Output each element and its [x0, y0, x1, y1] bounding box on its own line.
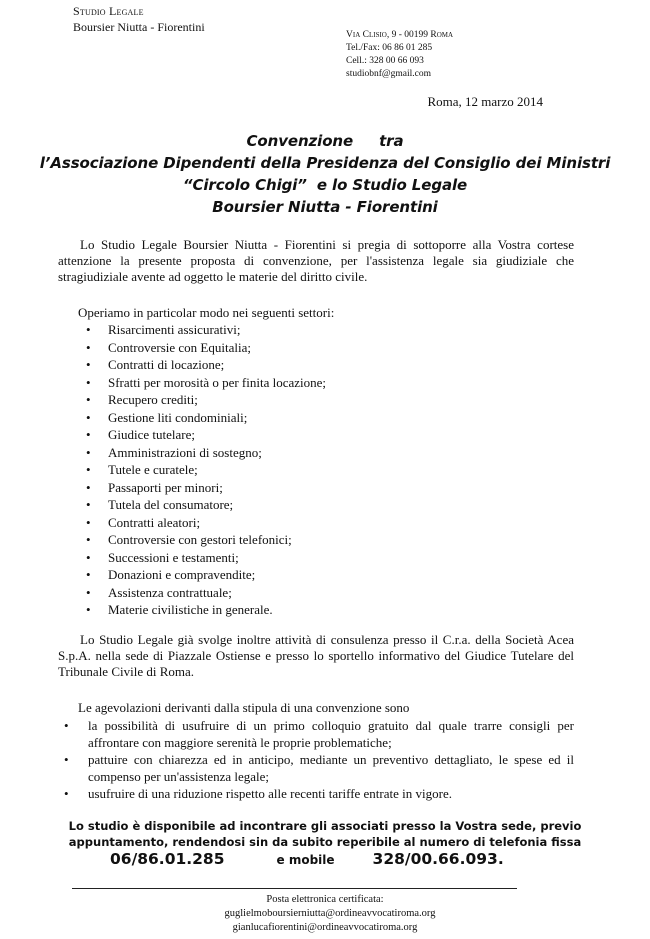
- list-item: • Contratti di locazione;: [86, 357, 225, 372]
- list-item: • Passaporti per minori;: [86, 479, 223, 495]
- bullet-icon: •: [86, 322, 91, 337]
- list-item: • Gestione liti condominiali;: [86, 409, 248, 425]
- letterhead: [73, 3, 205, 35]
- list-item: • Successioni e testamenti;: [86, 549, 239, 565]
- bullet-icon: •: [86, 357, 91, 372]
- list-item: • pattuire con chiarezza ed in anticipo, mediante un preventivo dettagliato, le spese ed il compenso per un'assistenza legale;: [64, 752, 574, 784]
- bullet-icon: •: [86, 427, 91, 442]
- pec-address-1: guglielmoboursierniutta@ordineavvocatiroma.org: [224, 908, 436, 919]
- pec-address-2: gianlucafiorentini@ordineavvocatiroma.org: [232, 922, 418, 933]
- list-item: • Amministrazioni di sostegno;: [86, 444, 262, 460]
- letter-date: Roma, 12 marzo 2014: [427, 94, 543, 109]
- title-tra: tra: [379, 132, 404, 150]
- title-circolo: “Circolo Chigi”: [182, 176, 307, 194]
- consulting-text: Lo Studio Legale già svolge inoltre attività di consulenza presso il C.r.a. della Società Acea S.p.A. nella sede di Piazzale Ostiense e presso lo sportello informativo del Giudice Tutelare del Tribunale Civile di Roma.: [58, 632, 574, 679]
- bullet-icon: •: [86, 532, 91, 547]
- list-item: • usufruire di una riduzione rispetto alle recenti tariffe entrate in vigore.: [64, 786, 452, 801]
- closing-line2: appuntamento, rendendosi sin da subito reperibile al numero di telefonia fissa: [68, 835, 582, 849]
- pec-label: Posta elettronica certificata:: [266, 894, 384, 905]
- title-firm: Boursier Niutta - Fiorentini: [212, 198, 438, 216]
- firm-name-line1: Studio Legale: [73, 4, 144, 18]
- bullet-icon: •: [64, 786, 69, 801]
- telfax: Tel./Fax: 06 86 01 285: [346, 43, 433, 53]
- bullet-icon: •: [86, 497, 91, 512]
- list-item: • Controversie con Equitalia;: [86, 339, 251, 355]
- address: Via Clisio, 9 - 00199 Roma: [346, 30, 454, 40]
- document-title: [0, 130, 650, 218]
- intro-paragraph: [58, 237, 574, 285]
- email: studiobnf@gmail.com: [346, 69, 432, 79]
- bullet-icon: •: [86, 549, 91, 565]
- bullet-icon: •: [86, 444, 91, 460]
- list-item: • Materie civilistiche in generale.: [86, 602, 273, 617]
- bullet-icon: •: [86, 584, 91, 600]
- contact-block: [346, 29, 453, 81]
- phone-numbers: [110, 850, 504, 868]
- bullet-icon: •: [86, 479, 91, 495]
- list-item: • Recupero crediti;: [86, 392, 198, 407]
- closing-line1: Lo studio è disponibile ad incontrare gli associati presso la Vostra sede, previo: [68, 819, 582, 833]
- bullet-icon: •: [64, 718, 69, 733]
- bullet-icon: •: [86, 602, 91, 617]
- cell-phone: Cell.: 328 00 66 093: [346, 56, 424, 66]
- sectors-intro: Operiamo in particolar modo nei seguenti settori:: [78, 305, 335, 320]
- footer: [0, 893, 650, 935]
- sectors-list: [78, 321, 326, 619]
- bullet-icon: •: [86, 374, 91, 390]
- list-item: • Tutele e curatele;: [86, 462, 198, 477]
- mobile-label: e mobile: [276, 853, 335, 867]
- list-item: • Contratti aleatori;: [86, 514, 201, 530]
- title-convenzione: Convenzione: [246, 132, 354, 150]
- mobile-number: 328/00.66.093.: [372, 850, 504, 868]
- advantages-list: [58, 717, 574, 802]
- title-studio: e lo Studio Legale: [316, 176, 468, 194]
- list-item: • la possibilità di usufruire di un primo colloquio gratuito dal quale trarre consigli per affrontare con maggiore serenità le proprie problematiche;: [64, 718, 574, 750]
- closing-statement: [0, 818, 650, 850]
- bullet-icon: •: [86, 567, 91, 582]
- bullet-icon: •: [86, 392, 91, 407]
- landline-number: 06/86.01.285: [110, 850, 225, 868]
- title-association: l’Associazione Dipendenti della Presidenza del Consiglio dei Ministri: [39, 154, 611, 172]
- intro-text: Lo Studio Legale Boursier Niutta - Fiorentini si pregia di sottoporre alla Vostra cortese attenzione la presente proposta di convenzione, per l'assistenza legale sia giudiziale che stragiudiziale avente ad oggetto le materie del diritto civile.: [58, 237, 574, 284]
- list-item: • Giudice tutelare;: [86, 427, 195, 442]
- list-item: • Controversie con gestori telefonici;: [86, 532, 292, 547]
- bullet-icon: •: [86, 462, 91, 477]
- list-item: • Sfratti per morosità o per finita locazione;: [86, 374, 327, 390]
- footer-divider: [72, 888, 517, 889]
- list-item: • Tutela del consumatore;: [86, 497, 234, 512]
- firm-name-line2: Boursier Niutta - Fiorentini: [73, 20, 205, 34]
- list-item: • Donazioni e compravendite;: [86, 567, 256, 582]
- list-item: • Assistenza contrattuale;: [86, 584, 232, 600]
- list-item: • Risarcimenti assicurativi;: [86, 322, 241, 337]
- bullet-icon: •: [86, 409, 91, 425]
- consulting-paragraph: [58, 632, 574, 680]
- advantages-intro: Le agevolazioni derivanti dalla stipula di una convenzione sono: [78, 700, 410, 715]
- bullet-icon: •: [86, 514, 91, 530]
- bullet-icon: •: [64, 752, 69, 767]
- bullet-icon: •: [86, 339, 91, 355]
